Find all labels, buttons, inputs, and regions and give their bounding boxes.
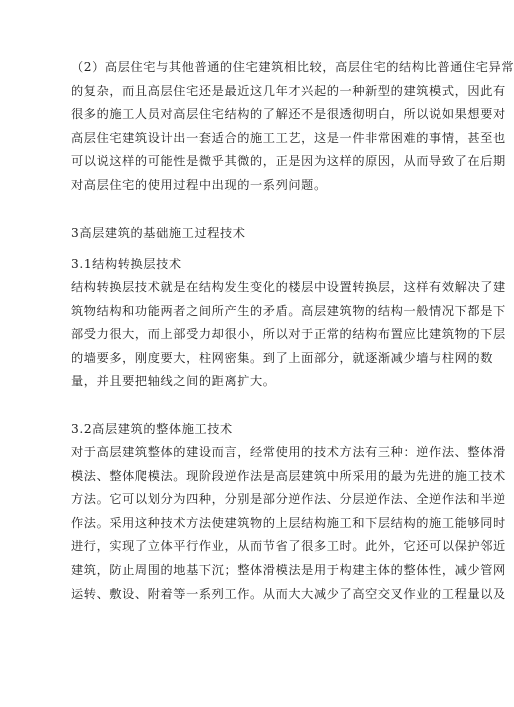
section-heading-3-2: 3.2高层建筑的整体施工技术 — [71, 422, 233, 436]
text-line: （2）高层住宅与其他普通的住宅建筑相比较，高层住宅的结构比普通住宅异常 — [71, 60, 514, 74]
text-line: 结构转换层技术就是在结构发生变化的楼层中设置转换层，这样有效解决了建 — [71, 280, 506, 294]
section-heading-3-1: 3.1结构转换层技术 — [71, 257, 182, 271]
text-line: 运转、敷设、附着等一系列工作。从而大大减少了高空交叉作业的工程量以及 — [71, 586, 506, 601]
text-line: 进行，实现了立体平行作业，从而节省了很多工时。此外，它还可以保护邻近 — [71, 539, 506, 554]
text-line: 筑物结构和功能两者之间所产生的矛盾。高层建筑物的结构一般情况下都是下 — [71, 303, 506, 318]
text-line: 模法、整体爬模法。现阶段逆作法是高层建筑中所采用的最为先进的施工技术 — [71, 468, 506, 483]
text-line: 对于高层建筑整体的建设而言，经常使用的技术方法有三种：逆作法、整体滑 — [71, 445, 506, 459]
text-line: 量，并且要把轴线之间的距离扩大。 — [71, 374, 276, 389]
section-heading-3: 3高层建筑的基础施工过程技术 — [71, 226, 246, 240]
text-line: 建筑，防止周围的地基下沉；整体滑模法是用于构建主体的整体性，减少管网 — [71, 562, 506, 577]
text-line: 作法。采用这种技术方法使建筑物的上层结构施工和下层结构的施工能够同时 — [71, 515, 506, 530]
paragraph-high-rise-residential-complexity — [71, 56, 514, 198]
text-line: 的复杂，而且高层住宅还是最近这几年才兴起的一种新型的建筑模式，因此有 — [71, 83, 506, 98]
text-line: 可以说这样的可能性是微乎其微的，正是因为这样的原因，从而导致了在后期 — [71, 154, 506, 169]
text-line: 对高层住宅的使用过程中出现的一系列问题。 — [71, 177, 327, 192]
text-line: 方法。它可以划分为四种，分别是部分逆作法、分层逆作法、全逆作法和半逆 — [71, 492, 506, 507]
text-line: 的墙要多，刚度要大，柱网密集。到了上面部分，就逐渐减少墙与柱网的数 — [71, 350, 493, 365]
text-line: 高层住宅建筑设计出一套适合的施工工艺，这是一件非常困难的事情，甚至也 — [71, 130, 506, 145]
paragraph-transfer-floor-technology — [71, 276, 506, 394]
text-line: 部受力很大，而上部受力却很小，所以对于正常的结构布置应比建筑物的下层 — [71, 327, 506, 342]
text-line: 很多的施工人员对高层住宅结构的了解还不是很透彻明白，所以说如果想要对 — [71, 107, 506, 122]
paragraph-overall-construction-technology — [71, 441, 506, 606]
